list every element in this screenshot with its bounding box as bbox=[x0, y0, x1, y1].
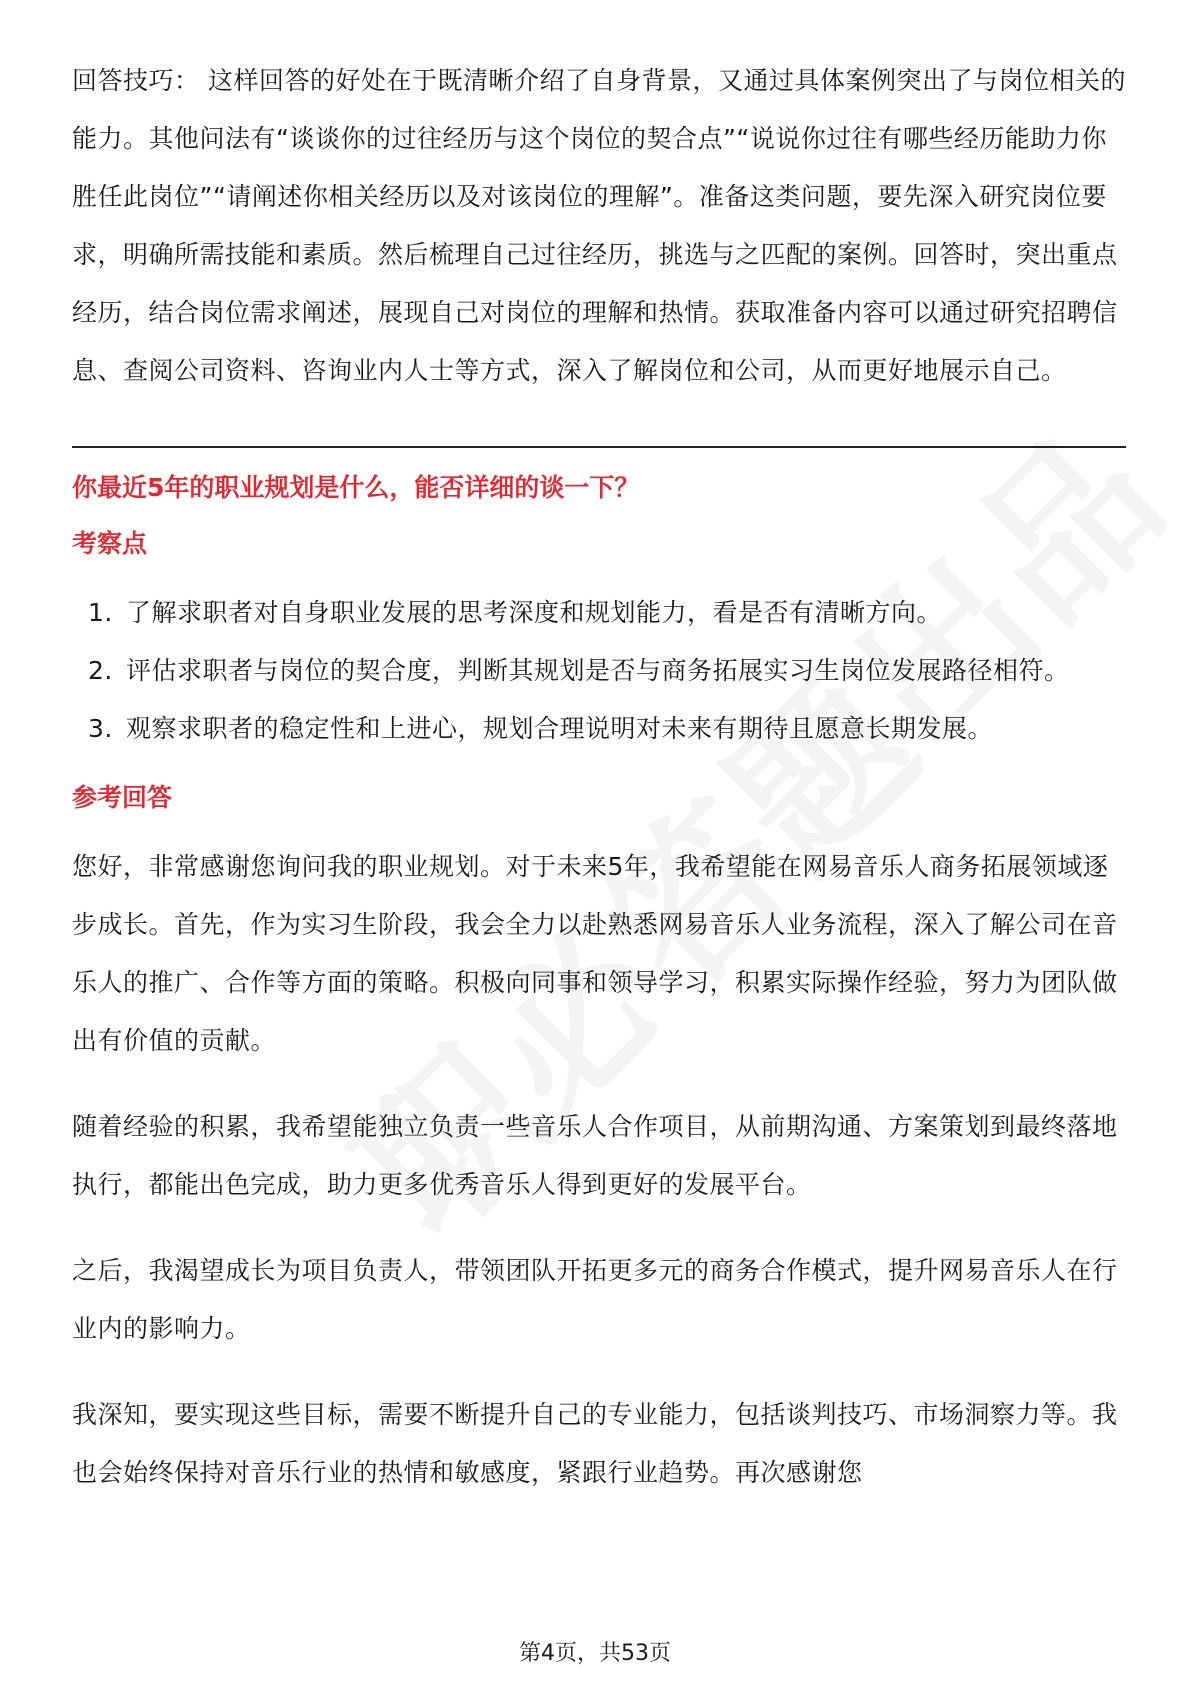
list-item-number: 1. bbox=[88, 598, 113, 627]
points-heading: 考察点 bbox=[72, 529, 148, 558]
intro-paragraph: 回答技巧： 这样回答的好处在于既清晰介绍了自身背景，又通过具体案例突出了与岗位相关的能力。其他问法有“谈谈你的过往经历与这个岗位的契合点”“说说你过往有哪些经历能助力你胜任此岗位”“请阐述你相关经历以及对该岗位的理解”。准备这类问题，要先深入研究岗位要求，明确所需技能和素质。然后梳理自己过往经历，挑选与之匹配的案例。回答时，突出重点经历，结合岗位需求阐述，展现自己对岗位的理解和热情。获取准备内容可以通过研究招聘信息、查阅公司资料、咨询业内人士等方式，深入了解岗位和公司，从而更好地展示自己。 bbox=[72, 66, 1126, 385]
list-item-text: 评估求职者与岗位的契合度，判断其规划是否与商务拓展实习生岗位发展路径相符。 bbox=[126, 656, 1070, 685]
question-title: 你最近5年的职业规划是什么，能否详细的谈一下？ bbox=[72, 473, 640, 502]
list-item-number: 2. bbox=[88, 656, 113, 685]
answer-paragraph: 之后，我渴望成长为项目负责人，带领团队开拓更多元的商务合作模式，提升网易音乐人在行业内的影响力。 bbox=[72, 1256, 1118, 1343]
answer-heading: 参考回答 bbox=[72, 783, 173, 812]
section-divider bbox=[72, 446, 1126, 448]
list-item bbox=[72, 700, 1126, 758]
list-item-number: 3. bbox=[88, 714, 113, 743]
answer-paragraph: 您好，非常感谢您询问我的职业规划。对于未来5年，我希望能在网易音乐人商务拓展领域逐步成长。首先，作为实习生阶段，我会全力以赴熟悉网易音乐人业务流程，深入了解公司在音乐人的推广、合作等方面的策略。积极向同事和领导学习，积累实际操作经验，努力为团队做出有价值的贡献。 bbox=[72, 852, 1118, 1055]
list-item bbox=[72, 584, 1126, 642]
answer-paragraph: 随着经验的积累，我希望能独立负责一些音乐人合作项目，从前期沟通、方案策划到最终落地执行，都能出色完成，助力更多优秀音乐人得到更好的发展平台。 bbox=[72, 1112, 1118, 1199]
page-number: 第4页，共53页 bbox=[519, 1641, 671, 1666]
document-page bbox=[72, 52, 1126, 1502]
list-item-text: 了解求职者对自身职业发展的思考深度和规划能力，看是否有清晰方向。 bbox=[126, 598, 943, 627]
answer-paragraph: 我深知，要实现这些目标，需要不断提升自己的专业能力，包括谈判技巧、市场洞察力等。我也会始终保持对音乐行业的热情和敏感度，紧跟行业趋势。再次感谢您 bbox=[72, 1400, 1118, 1487]
list-item bbox=[72, 642, 1126, 700]
points-list bbox=[72, 584, 1126, 758]
list-item-text: 观察求职者的稳定性和上进心，规划合理说明对未来有期待且愿意长期发展。 bbox=[126, 714, 994, 743]
